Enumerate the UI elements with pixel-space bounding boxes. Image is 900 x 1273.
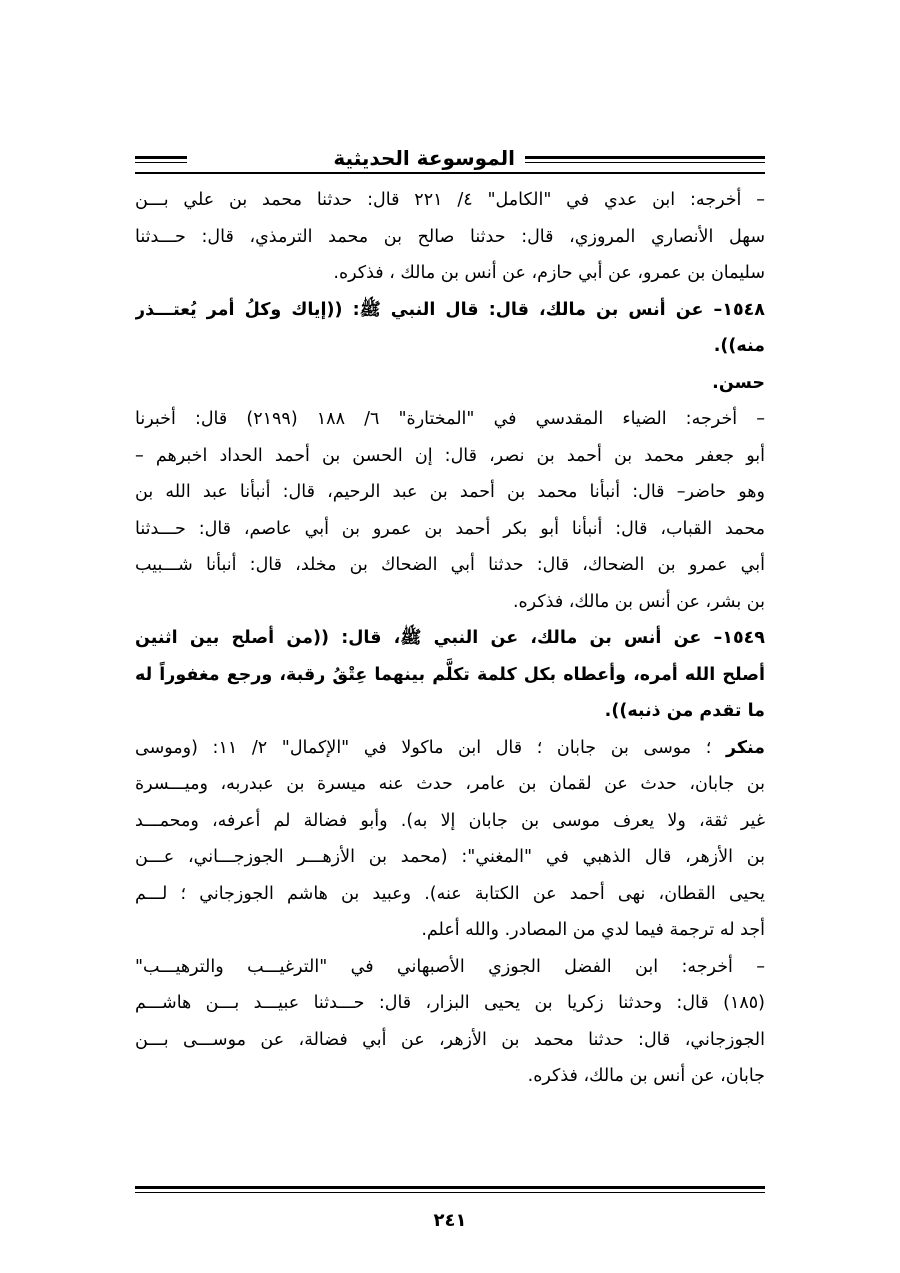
text-line (135, 693, 765, 730)
line-text: سهل الأنصاري المروزي، قال: حدثنا صالح بن محمد الترمذي، قال: حـــدثنا (135, 226, 765, 247)
line-text: ١٥٤٨– عن أنس بن مالك، قال: قال النبي ﷺ: ((إياك وكلُ أمر يُعتـــذر (135, 299, 765, 320)
text-line (135, 803, 765, 840)
line-text: ؛ موسى بن جابان ؛ قال ابن ماكولا في "الإكمال" ٢/ ١١: (وموسى (135, 737, 726, 758)
text-line (135, 876, 765, 913)
line-text: سليمان بن عمرو، عن أبي حازم، عن أنس بن مالك ، فذكره. (333, 263, 765, 283)
page-content (135, 140, 765, 1095)
line-text: أجد له ترجمة فيما لدي من المصادر. والله أعلم. (421, 920, 765, 940)
text-line (135, 584, 765, 621)
line-text: محمد القباب، قال: أنبأنا أبو بكر أحمد بن عمرو بن أبي عاصم، قال: حـــدثنا (135, 518, 765, 539)
header-title: الموسوعة الحديثية (333, 146, 515, 170)
text-line (135, 328, 765, 365)
text-line (135, 1058, 765, 1095)
line-text: منه)). (713, 336, 765, 356)
text-line (135, 219, 765, 256)
text-line (135, 1022, 765, 1059)
line-text: وهو حاضر– قال: أنبأنا محمد بن أحمد بن عبد الرحيم، قال: أنبأنا عبد الله بن (135, 482, 765, 502)
text-line (135, 255, 765, 292)
text-line (135, 365, 765, 402)
text-line (135, 292, 765, 329)
line-text: أبي عمرو بن الضحاك، قال: حدثنا أبي الضحاك بن مخلد، قال: أنبأنا شـــبيب (135, 555, 765, 575)
body-text (135, 182, 765, 1095)
line-text: يحيى القطان، نهى أحمد عن الكتابة عنه). وعبيد بن هاشم الجوزجاني ؛ لـــم (135, 883, 765, 904)
line-text: (١٨٥) قال: وحدثنا زكريا بن يحيى البزار، قال: حـــدثنا عبيـــد بـــن هاشـــم (135, 993, 765, 1013)
header-rule-right (525, 156, 765, 163)
footer-rule (135, 1186, 765, 1193)
text-line (135, 438, 765, 475)
line-text: الجوزجاني، قال: حدثنا محمد بن الأزهر، عن أبي فضالة، عن موســـى بـــن (135, 1029, 765, 1050)
line-text: ١٥٤٩– عن أنس بن مالك، عن النبي ﷺ، قال: ((من أصلح بين اثنين (135, 628, 765, 648)
header-rule (135, 172, 765, 174)
text-line (135, 985, 765, 1022)
text-line (135, 620, 765, 657)
running-header (135, 140, 765, 182)
text-line (135, 547, 765, 584)
text-line (135, 912, 765, 949)
page-number: ٢٤١ (433, 1210, 467, 1231)
line-text: غير ثقة، ولا يعرف موسى بن جابان إلا به). وأبو فضالة لم أعرفه، ومحمـــد (135, 810, 765, 831)
line-text: بن بشر، عن أنس بن مالك، فذكره. (512, 591, 765, 612)
header-rule-left (135, 156, 187, 163)
line-text: حسن. (712, 372, 765, 393)
text-line (135, 657, 765, 694)
text-line (135, 511, 765, 548)
footer-rule-thick (135, 1186, 765, 1189)
grading-label: منكر (725, 737, 765, 758)
line-text: أصلح الله أمره، وأعطاه بكل كلمة تكلَّم بينهما عِتْقُ رقبة، ورجع مغفوراً له (135, 664, 765, 685)
line-text: – أخرجه: ابن عدي في "الكامل" ٤/ ٢٢١ قال: حدثنا محمد بن علي بـــن (135, 190, 765, 210)
line-text: – أخرجه: الضياء المقدسي في "المختارة" ٦/ ١٨٨ (٢١٩٩) قال: أخبرنا (135, 409, 765, 429)
line-text: أبو جعفر محمد بن أحمد بن نصر، قال: إن الحسن بن أحمد الحداد اخبرهم – (135, 445, 765, 466)
text-line (135, 474, 765, 511)
text-line (135, 766, 765, 803)
footer-rule-thin (135, 1192, 765, 1193)
text-line (135, 730, 765, 767)
line-text: – أخرجه: ابن الفضل الجوزي الأصبهاني في "الترغيـــب والترهيـــب" (135, 956, 765, 977)
text-line (135, 839, 765, 876)
line-text: ما تقدم من ذنبه)). (604, 701, 765, 721)
line-text: جابان، عن أنس بن مالك، فذكره. (527, 1066, 765, 1086)
text-line (135, 401, 765, 438)
line-text: بن جابان، حدث عن لقمان بن عامر، حدث عنه ميسرة بن عبدربه، وميـــسرة (135, 774, 765, 794)
line-text: بن الأزهر، قال الذهبي في "المغني": (محمد بن الأزهـــر الجوزجـــاني، عـــن (135, 847, 765, 867)
text-line (135, 949, 765, 986)
text-line (135, 182, 765, 219)
